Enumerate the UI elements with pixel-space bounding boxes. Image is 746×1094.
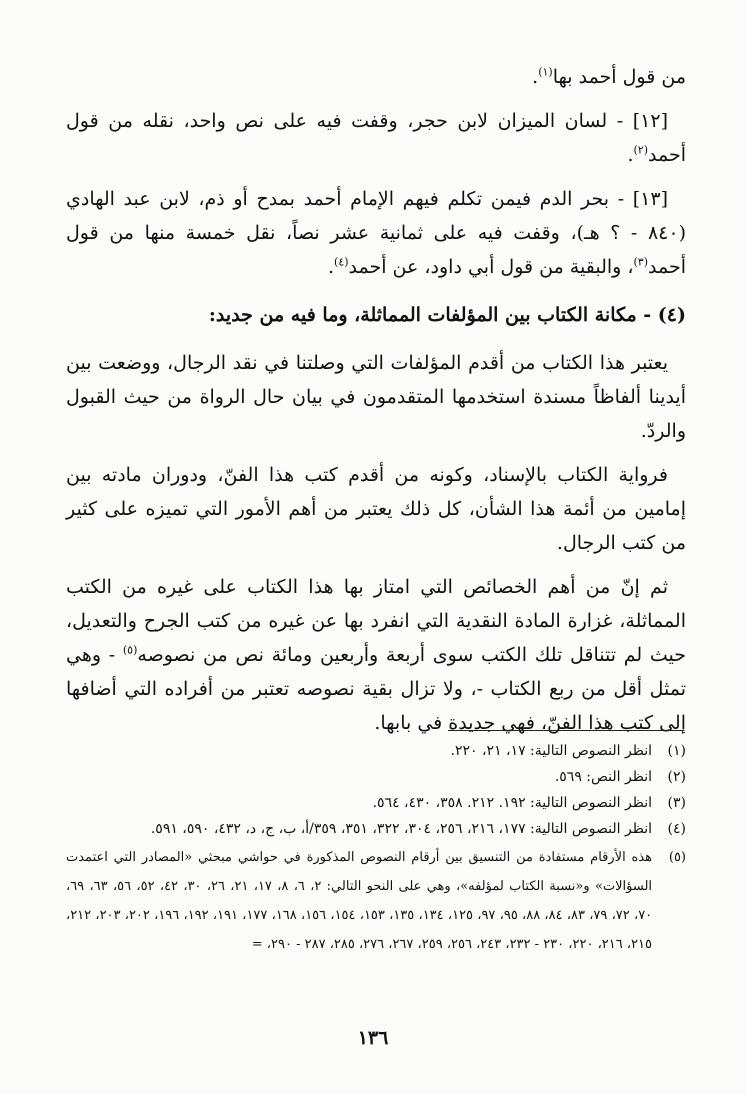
entry-12-text: [١٢] - لسان الميزان لابن حجر، وقفت فيه على نص واحد، نقله من قول أحمد: [66, 110, 686, 166]
footnote-number: (٤): [667, 821, 686, 837]
footnote-separator: [448, 730, 684, 731]
footnote-text: هذه الأرقام مستفادة من التنسيق بين أرقام النصوص المذكورة في حواشي مبحثي «المصادر التي اعتمدت السؤالات» و«نسبة الكتاب لمؤلفه»، وهي على النحو التالي: ٢، ٦، ٨، ١٧، ٢١، ٢٦، ٣٠، ٤٢، ٥٢، ٥٦، ٦٣، ٦٩، ٧٠، ٧٢، ٧٩، ٨٣، ٨٤، ٨٨، ٩٥، ٩٧، ١٢٥، ١٣٤، ١٣٥، ١٥٣، ١٥٤، ١٥٦، ١٦٨، ١٧٧، ١٩١، ١٩٢، ١٩٦، ٢٠٢، ٢٠٣، ٢١٢، ٢١٥، ٢١٦، ٢٢٠، ٢٣٠ - ٢٣٢، ٢٤٣، ٢٥٦، ٢٥٩، ٢٦٧، ٢٧٦، ٢٨٥، ٢٨٧ - ٢٩٠، =: [66, 850, 653, 952]
footnote-number: (١): [667, 743, 686, 759]
footnote-text: انظر النص: ٥٦٩.: [554, 769, 652, 785]
paragraph-3: [66, 570, 686, 740]
paragraph-3-text-b: - وهي تمثل أقل من ربع الكتاب -، ولا تزال بقية نصوصه تعتبر من أفراده التي أضافها إلى كتب هذا الفنّ، فهي جديدة في بابها.: [66, 644, 686, 734]
paragraph-2: فرواية الكتاب بالإسناد، وكونه من أقدم كتب هذا الفنّ، ودوران مادته بين إمامين من أئمة هذا الشأن، كل ذلك يعتبر من أهم الأمور التي تميزه على كثير من كتب الرجال.: [66, 464, 686, 554]
paragraph-1: يعتبر هذا الكتاب من أقدم المؤلفات التي وصلتنا في نقد الرجال، ووضعت بين أيدينا ألفاظاً مسندة استخدمها المتقدمون في بيان حال الرواة من حيث القبول والردّ.: [66, 352, 686, 442]
entry-13: [١٣] - بحر الدم فيمن تكلم فيهم الإمام أحمد بمدح أو ذم، لابن عبد الهادي (٨٤٠ - ؟ هـ)، وقفت فيه على ثمانية عشر نصاً، نقل خمسة منها من قول أحمد$^{(٣)}$، والبقية من قول أبي داود، عن أحمد$^{(٤)}$.: [66, 188, 686, 278]
footnote-number: (٥): [668, 850, 686, 865]
page-number: ١٣٦: [357, 1027, 389, 1049]
section-heading: (٤) - مكانة الكتاب بين المؤلفات المماثلة، وما فيه من جديد:: [208, 304, 686, 326]
intro-text: من قول أحمد بها: [552, 66, 686, 88]
footnote-ref-5[interactable]: (٥): [122, 643, 138, 657]
entry-12: [١٢] - لسان الميزان لابن حجر، وقفت فيه على نص واحد، نقله من قول أحمد$^{(٢)}$.: [66, 110, 686, 166]
footnote-number: (٢): [667, 769, 686, 785]
footnote-ref-4[interactable]: (٤): [334, 255, 349, 269]
footnote-text: انظر النصوص التالية: ١٧، ٢١، ٢٢٠.: [450, 743, 652, 759]
footnote-ref-2[interactable]: (٢): [633, 143, 649, 157]
entry-13-text-a: [١٣] - بحر الدم فيمن تكلم فيهم الإمام أحمد بمدح أو ذم، لابن عبد الهادي (٨٤٠ - ؟ هـ)، وقفت فيه على ثمانية عشر نصاً، نقل خمسة منها من قول أحمد: [66, 188, 686, 278]
footnote-4: [66, 817, 686, 841]
footnote-ref-1[interactable]: (١): [538, 65, 553, 79]
footnote-text: انظر النصوص التالية: ١٩٢. ٢١٢. ٣٥٨، ٤٣٠، ٥٦٤.: [372, 795, 652, 811]
footnote-3: [66, 791, 686, 815]
footnote-ref-3[interactable]: (٣): [633, 255, 649, 269]
paragraph-3-text-a: ثم إنّ من أهم الخصائص التي امتاز بها هذا الكتاب على غيره من الكتب المماثلة، غزارة المادة النقدية التي انفرد بها عن غيره من كتب الجرح والتعديل، حيث لم تتناقل تلك الكتب سوى أربعة وأربعين ومائة نص من نصوصه: [66, 576, 687, 666]
footnote-text: انظر النصوص التالية: ١٧٧، ٢١٦، ٢٥٦، ٣٠٤، ٣٢٢، ٣٥١، ٣٥٩/أ، ب، ج، د، ٤٣٢، ٥٩٠، ٥٩١.: [150, 821, 652, 837]
footnote-2: [66, 765, 686, 789]
intro-line: من قول أحمد بها$^{(١)}$.: [532, 65, 686, 88]
main-text: [66, 60, 686, 750]
footnote-5: [66, 843, 686, 959]
footnote-1: [66, 739, 686, 763]
entry-13-text-b: ، والبقية من قول أبي داود، عن أحمد: [348, 256, 634, 278]
footnotes: [66, 737, 686, 961]
footnote-number: (٣): [667, 795, 686, 811]
